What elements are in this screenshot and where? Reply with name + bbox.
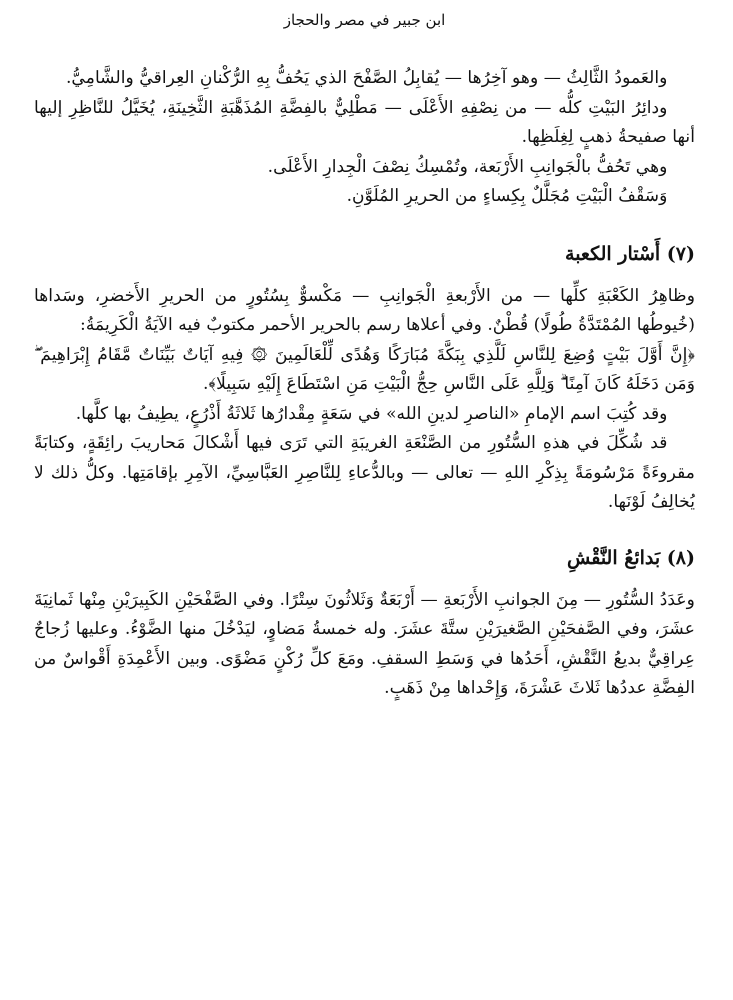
paragraph: وعَدَدُ السُّتُورِ — مِنَ الجوانبِ الأَرْبَعةِ — أَرْبَعَةٌ وَثَلاثُونَ سِتْرًا. وفي الصَّفْحَيْنِ الكَبِيرَيْنِ مِنْها ثَمانِيَةَ عشَرَ، وفي الصَّفحَيْنِ الصَّغيرَيْنِ ستَّةَ عشَرَ. وله خمسةُ مَضاوٍ، ليَدْخُلَ منها الضَّوْءُ. وعليها زُجاجٌ عِراقِيٌّ بديعُ النَّقْشِ، أَحَدُها في وَسَطِ السقفِ. ومَعَ كلِّ رُكْنٍ مَضْوًى. وبين الأَعْمِدَةِ أَقْواسٌ من الفِضَّةِ عددُها ثَلاثَ عَشْرَةَ، وَإِحْداها مِنْ ذَهَبٍ. bbox=[34, 589, 695, 698]
paragraph: وقد كُتِبَ اسم الإمامِ «الناصرِ لدينِ الله» في سَعَةٍ مِقْدارُها ثَلاثَةُ أَذْرُعٍ، يطِيفُ بها كلَّها. bbox=[75, 403, 668, 424]
section-heading: (٨) بَدائعُ النَّقْشِ bbox=[566, 546, 695, 569]
paragraph: ودائِرُ البَيْتِ كلُّه — من نِصْفِهِ الأَعْلَى — مَطْلِيٌّ بالفِضَّةِ المُذَهَّبَةِ الثَّخِينَةِ، يُخَيَّلُ للنَّاظِرِ إليها أنها صفيحةُ ذهبٍ لِغِلَظِها. bbox=[34, 97, 695, 147]
section-engraving bbox=[34, 586, 695, 704]
section-kaaba-curtains bbox=[34, 282, 695, 518]
paragraph: وَسَقْفُ الْبَيْتِ مُجَلَّلٌ بِكِساءٍ من الحريرِ المُلَوَّنِ. bbox=[346, 186, 668, 206]
section-intro bbox=[34, 64, 695, 212]
paragraph: قد شُكِّلَ في هذهِ السُّتُورِ من الصَّنْعَةِ الغريبَةِ التي تَرَى فيها أَشْكالَ مَحاريبَ رائِقَةٍ، وكتابَةً مقروءَةً مَرْسُومَةً بِذِكْرِ اللهِ — تعالى — وبالدُّعاءِ لِلنَّاصِرِ العَبَّاسِيِّ، الآمِرِ بإقامَتِها. وكلُّ ذلك لا يُخالِفُ لَوْنَها. bbox=[34, 433, 695, 512]
paragraph: وظاهِرُ الكَعْبَةِ كلِّها — من الأَرْبعةِ الْجَوانِبِ — مَكْسوٌّ بِسُتُورٍ من الحريرِ الأَخضرِ، وسَداها (خُيوطُها المُمْتَدَّةُ طُولًا) قُطْنٌ. وفي أعلاها رسم بالحرير الأحمر مكتوبٌ فيه الآيَةُ الْكَرِيمَةُ: bbox=[34, 285, 695, 335]
section-heading: (٧) أَسْتار الكعبة bbox=[565, 242, 695, 265]
paragraph: وهي تَحُفُّ بالْجَوانِبِ الأَرْبَعة، وتُمْسِكُ نِصْفَ الْجِدارِ الأَعْلَى. bbox=[267, 156, 668, 177]
quran-verse: ﴿إِنَّ أَوَّلَ بَيْتٍ وُضِعَ لِلنَّاسِ لَلَّذِي بِبَكَّةَ مُبَارَكًا وَهُدًى لِّلْعَالَمِينَ ۞ فِيهِ آيَاتٌ بَيِّنَاتٌ مَّقَامُ إِبْرَاهِيمَ ۖ وَمَن دَخَلَهُ كَانَ آمِنًا ۗ وَلِلَّهِ عَلَى النَّاسِ حِجُّ الْبَيْتِ مَنِ اسْتَطَاعَ إِلَيْهِ سَبِيلًا﴾. bbox=[34, 344, 695, 394]
running-header: ابن جبير في مصر والحجاز bbox=[283, 11, 446, 29]
paragraph: والعَمودُ الثَّالِثُ — وهو آخِرُها — يُقابِلُ الصَّفْحَ الذي يَحُفُّ بِهِ الرُّكْنانِ العِراقيُّ والشَّامِيُّ. bbox=[65, 68, 668, 88]
